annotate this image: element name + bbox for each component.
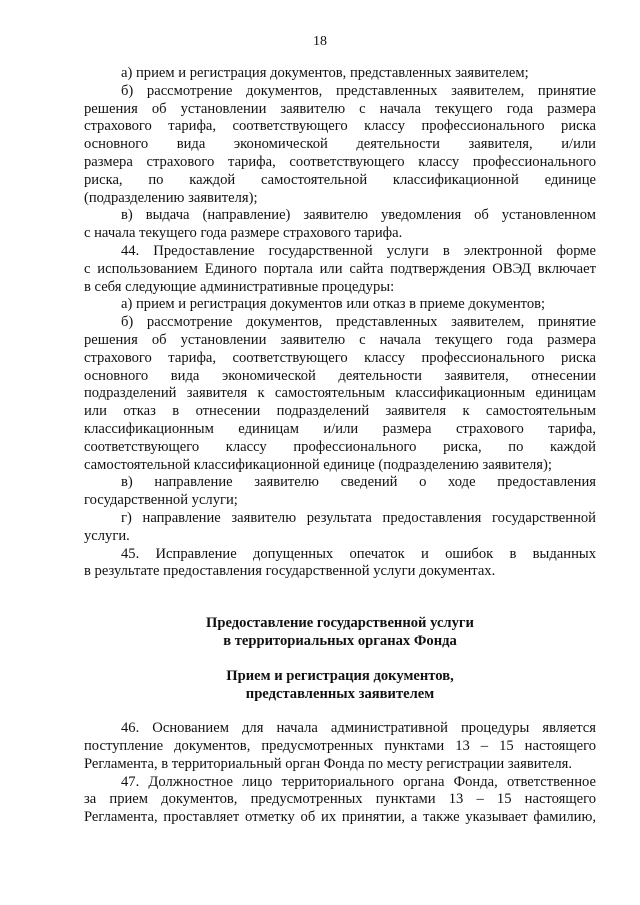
text-line: а) прием и регистрация документов, представленных заявителем; (121, 65, 529, 81)
spacer (84, 651, 596, 668)
text-line: поступление документов, предусмотренных пунктами 13 – 15 настоящего (84, 738, 596, 755)
text-line: в себя следующие административные процедуры: (84, 278, 395, 295)
text-line: 44. Предоставление государственной услуги в электронной форме (121, 242, 596, 259)
text-line: 45. Исправление допущенных опечаток и ошибок в выданных (121, 545, 596, 562)
text-line: самостоятельной классификационной единице (подразделению заявителя); (84, 456, 552, 473)
text-line: Регламента, в территориальный орган Фонда по месту регистрации заявителя. (84, 755, 573, 772)
text-line: соответствующего классу профессионального риска, по каждой (84, 438, 596, 455)
text-line: страхового тарифа, соответствующего классу профессионального риска (84, 349, 596, 366)
text-line: размера страхового тарифа, соответствующего классу профессионального (84, 153, 596, 170)
text-line: (подразделению заявителя); (84, 189, 258, 206)
text-line: 47. Должностное лицо территориального органа Фонда, ответственное (121, 773, 596, 790)
text-line: страхового тарифа, соответствующего классу профессионального риска (84, 118, 596, 135)
text-line: основного вида экономической деятельности заявителя, и/или (84, 136, 596, 153)
subsection-heading: представленных заявителем (245, 685, 435, 702)
text-line: подразделений заявителя к самостоятельным классификационным единицам (84, 385, 596, 402)
text-line: в) выдача (направление) заявителю уведомления об установленном (121, 207, 596, 224)
spacer (84, 703, 596, 720)
text-line: г) направление заявителю результата предоставления государственной (121, 509, 596, 526)
text-line: в результате предоставления государственной услуги документах. (84, 563, 496, 580)
spacer (84, 598, 596, 615)
subsection-heading: Прием и регистрация документов, (226, 667, 454, 684)
text-line: с использованием Единого портала или сайта подтверждения ОВЭД включает (84, 260, 596, 277)
text-line: б) рассмотрение документов, представленных заявителем, принятие (121, 314, 596, 331)
section-heading: в территориальных органах Фонда (223, 632, 457, 649)
text-line: риска, по каждой самостоятельной классификационной единице (84, 171, 596, 188)
text-line: 46. Основанием для начала административной процедуры является (121, 720, 596, 737)
spacer (84, 581, 596, 598)
text-line: решения об установлении заявителю с начала текущего года размера (84, 331, 596, 348)
document-body (84, 65, 596, 827)
page-number: 18 (313, 34, 327, 49)
text-line: классификационным единицам и/или размера страхового тарифа, (84, 420, 596, 437)
text-line: а) прием и регистрация документов или отказ в приеме документов; (121, 296, 546, 313)
section-heading: Предоставление государственной услуги (206, 615, 474, 632)
text-line: с начала текущего года размере страхового тарифа. (84, 225, 403, 242)
text-line: государственной услуги; (84, 492, 238, 509)
text-line: основного вида экономической деятельности заявителя, отнесении (84, 367, 596, 384)
text-line: решения об установлении заявителю с начала текущего года размера (84, 100, 596, 117)
text-line: или отказ в отнесении подразделений заявителя к самостоятельным (84, 403, 596, 420)
text-line: Регламента, проставляет отметку об их принятии, а также указывает фамилию, (84, 809, 596, 826)
text-line: б) рассмотрение документов, представленных заявителем, принятие (121, 82, 596, 99)
text-line: за прием документов, предусмотренных пунктами 13 – 15 настоящего (84, 791, 596, 808)
text-line: в) направление заявителю сведений о ходе предоставления (121, 474, 596, 491)
text-line: услуги. (84, 527, 130, 544)
